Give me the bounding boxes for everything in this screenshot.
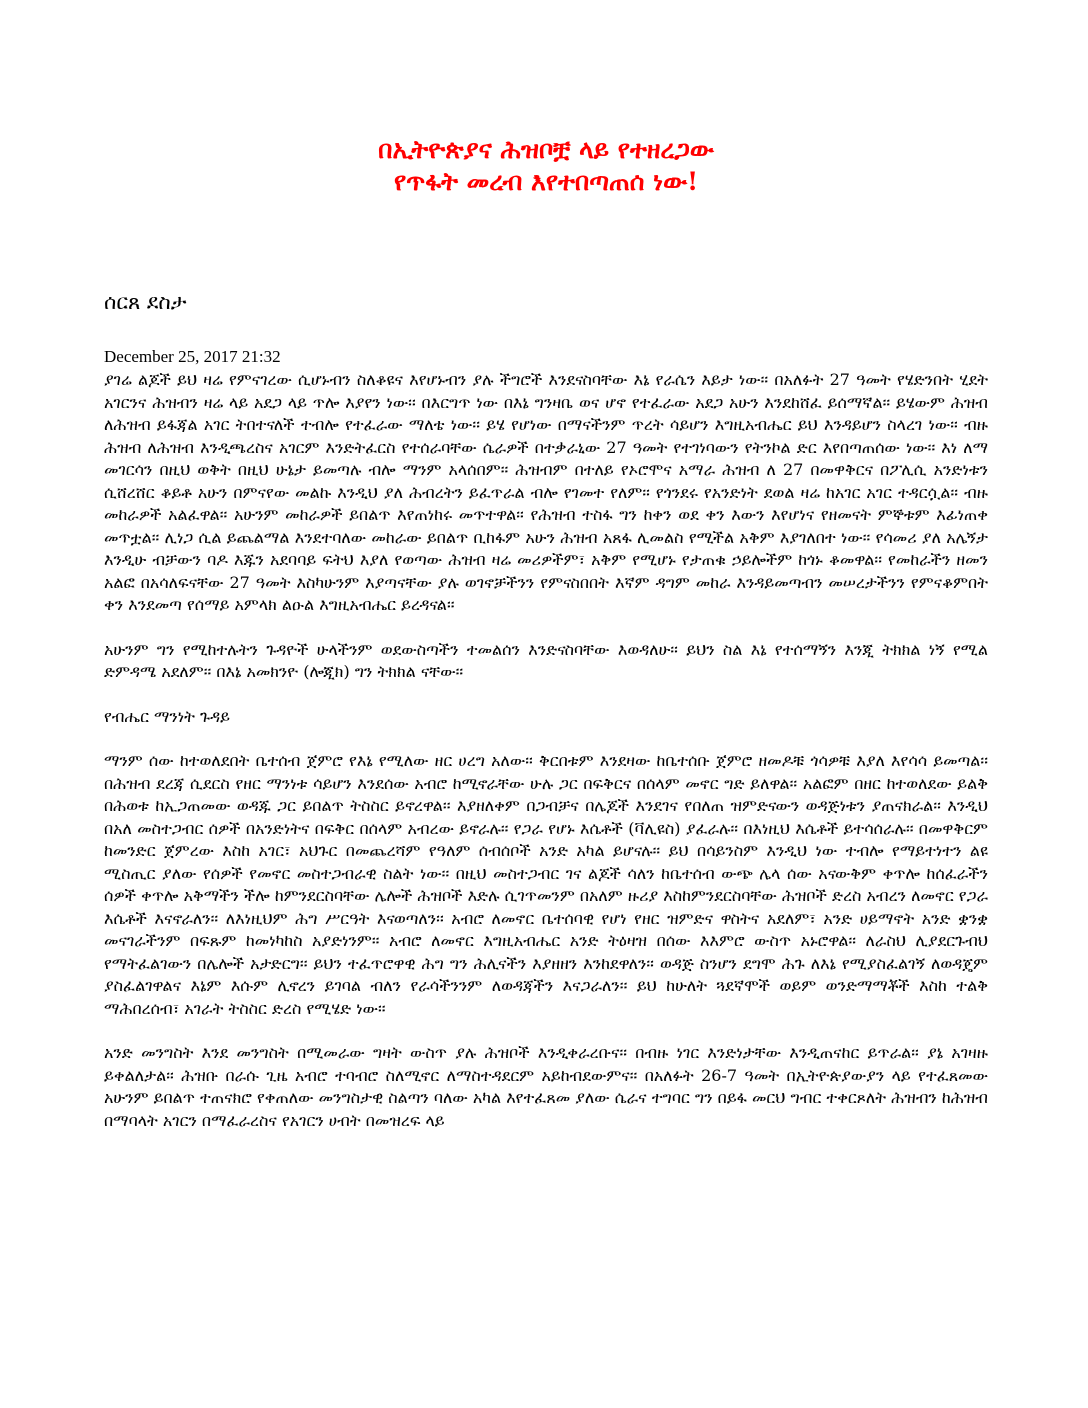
publish-date: December 25, 2017 21:32	[104, 347, 281, 366]
title-line-2: የጥፋት መረብ እየተበጣጠሰ ነው!	[393, 167, 699, 196]
author-name: ሰርጸ ደስታ	[104, 290, 187, 314]
article-title	[104, 134, 988, 198]
paragraph-4: አንድ መንግስት እንደ መንግስት በሚመራው ግዛት ውስጥ ያሉ ሕዝቦች እንዲቀራረቡና፡፡ በብዙ ነገር እንድነታቸው እንዲጠናከር ይጥራል፡፡ ያኔ አገዛዙ ይቀልለታል፡፡ ሕዝቡ በራሱ ጊዜ አብሮ ተባብሮ ስለሚኖር ለማስተዳደርም አይከብደውምና፡፡ በአለፉት 26-7 ዓመት በኢትዮጵያውያን ላይ የተፈጸመው አሁንም ይበልጥ ተጠናክሮ የቀጠለው መንግስታዊ ስልጣን ባለው አካል እየተፈጸመ ያለው ሴራና ተግባር ግን በይፋ መርህ ግብር ተቀርጾለት ሕዝብን ከሕዝብ በማባላት አገርን በማፈራረስና የአገርን ሀብት በመዝረፍ ላይ	[104, 1043, 988, 1130]
section-heading: የብሔር ማንነት ጉዳይ	[104, 706, 230, 726]
article-body	[104, 369, 988, 1154]
title-line-1: በኢትዮጵያና ሕዝቦቿ ላይ የተዘረጋው	[378, 135, 714, 164]
document-page	[104, 0, 988, 1408]
paragraph-1: ያገሬ ልጆች ይህ ዛሬ የምናገረው ሲሆኑብን ስለቆዩና እየሆኑብን ያሉ ችግሮች እንደናስባቸው እኔ የራሴን እይታ ነው፡፡ በአለፉት 27 ዓመት የሄድንበት ሂደት አገርንና ሕዝብን ዛሬ ላይ አደጋ ላይ ጥሎ እያየን ነው፡፡ በእርግጥ ነው በእኔ ግንዛቤ ወና ሆኖ የተፈራው አደጋ አሁን እንደከሸፈ ይሰማኛል፡፡ ይሄውም ሕዝብ ለሕዝብ ይፋጃል አገር ትበተናለች ተብሎ የተፈራው ማለቴ ነው፡፡ ይሄ የሆነው በማናችንም ጥረት ሳይሆን እግዚአብሔር ይህ እንዳይሆን ስላረገ ነው፡፡ ብዙ ሕዝብ ለሕዝብ እንዲጫረስና አገርም እንድትፈርስ የተሰራባቸው ሴራዎች በተቃራኒው 27 ዓመት የተገነባውን የትንኮል ድር እየበጣጠሰው ነው፡፡ እነ ለማ መገርሳን በዚህ ወቅት በዚህ ሁኔታ ይመጣሉ ብሎ ማንም አላሰበም፡፡ ሕዝብም በተለይ የኦሮሞና አማራ ሕዝብ ለ 27 በመዋቅርና በፖሊሲ አንድነቱን ሲሸረሸር ቆይቶ አሁን በምናየው መልኩ እንዲህ ያለ ሕብረትን ይፈጥራል ብሎ የገመተ የለም፡፡ የጎንደሩ የአንድነት ደወል ዛሬ ከአገር አገር ተዳርሷል፡፡ ብዙ መከራዎች አልፈዋል፡፡ አሁንም መከራዎች ይበልጥ እየጠነከሩ መጥተዋል፡፡ የሕዝብ ተስፋ ግን ከቀን ወደ ቀን እውን እየሆነና የዘመናት ምኞቱም እፊነጠቀ መጥቷል፡፡ ሊነጋ ሲል ይጨልማል እንደተባለው መከራው ይበልጥ ቢከፋም አሁን ሕዝብ አጸፋ ሊመልስ የሚችል አቅም እያገለበተ ነው፡፡ የሳመሪ ያለ አሌኝታ እንዲሁ ብቻውን ባዶ እጁን አደባባይ ፍትህ እያለ የወጣው ሕዝብ ዛሬ መሪዎችም፣ አቅም የሚሆኑ የታጠቁ ኃይሎችም ከጎኑ ቆመዋል፡፡ የመከራችን ዘመን አልፎ በአሳለፍናቸው 27 ዓመት እስካሁንም እያጣናቸው ያሉ ወገኖቻችንን የምናስበበት እኛም ዳግም መከራ እንዳይመጣብን መሠረታችንን የምናቆምበት ቀን እንደመጣ የሰማይ አምላክ ልዑል እግዚአብሔር ይረዳናል፡፡	[104, 370, 988, 614]
paragraph-2: አሁንም ግን የሚከተሉትን ጉዳዮች ሁላችንም ወደውስጣችን ተመልሰን እንድናስባቸው እወዳለሁ፡፡ ይህን ስል እኔ የተሰማኝን እንጂ ትክክል ነኝ የሚል ድምዳሜ አደለም፡፡ በእኔ አመክንዮ (ሎጂክ) ግን ትክክል ናቸው፡፡	[104, 639, 988, 681]
paragraph-3: ማንም ሰው ከተወለደበት ቤተሰብ ጀምሮ የእኔ የሚለው ዘር ሀረግ አለው፡፡ ቅርበቱም እንደዛው ከቤተሰቡ ጀምሮ ዘመዶቹ ጎሳዎቹ እያለ እየሳሳ ይመጣል፡፡ በሕዝብ ደረጃ ሲደርስ የዘር ማንነቱ ሳይሆን እንደሰው አብሮ ከሚኖራቸው ሁሉ ጋር በፍቅርና በሰላም መኖር ግድ ይለዋል፡፡ አልፎም በዘር ከተወለደው ይልቅ በሕወቱ ከኢጋጠመው ወዳጁ ጋር ይበልጥ ትስስር ይኖረዋል፡፡ እያዘለቀም በጋብቻና በሌጆች እንደገና የበለጠ ዝምድናውን ወዳጅነቱን ያጠናክራል፡፡ እንዲህ በአለ መስተጋብር ሰዎች በአንድነትና በፍቅር በሰላም አብረው ይኖራሉ፡፡ የጋራ የሆኑ እሴቶች (ቫሊዩስ) ያፈራሉ፡፡ በእነዚህ እሴቶች ይተሳሰራሉ፡፡ በመዋቅርም ከመንድር ጀምረው እስከ አገር፣ አህጉር በመጨረሻም የዓለም ሰብሰቦች አንድ አካል ይሆናሉ፡፡ ይህ በሳይንስም እንዲህ ነው ተብሎ የማይተነተን ልዩ ሚስጢር ያለው የሰዎች የመኖር መስተጋብራዊ ስልት ነው፡፡ በዚህ መስተጋብር ገና ልጆች ሳለን ከቤተሰብ ውጭ ሌላ ሰው አናውቅም ቀጥሎ ከሰፈራችን ሰዎች ቀጥሎ አቅማችን ችሎ ከምንደርስባቸው ሌሎች ሕዝቦች እድሉ ሲገጥመንም በአለም ዙሪያ እስከምንደርስባቸው ሕዝቦች ድረስ አብረን ለመኖር የጋራ እሴቶች እናኖራለን፡፡ ለእነዚህም ሕግ ሥርዓት እናወጣለን፡፡ አብሮ ለመኖር ቤተሰባዊ የሆነ የዘር ዝምድና ዋስትና አደለም፣ አንድ ሀይማኖት አንድ ቋንቋ መናገራችንም በፍጹም ከመነካከስ አያድነንም፡፡ አብሮ ለመኖር እግዚአብሔር አንድ ትዕዛዝ በሰው እእምሮ ውስጥ አኑሮዋል፡፡ ለራስህ ሊያደርጉብህ የማትፈልገውን በሌሎች አታድርግ፡፡ ይህን ተፈጥሮዋዊ ሕግ ግን ሕሊናችን እያዘዘን እንከደዋለን፡፡ ወዳጅ ስንሆን ደግሞ ሕጉ ለእኔ የሚያስፈልገኝ ለወዳጄም ያስፈልገዋልና እኔም እሱም ሊኖረን ይገባል ብለን የራሳችንንም ለወዳጃችን እናጋራለን፡፡ ይህ ከሁለት ጓደኛሞች ወይም ወንድማማቾች እስከ ተልቅ ማሕበረሰብ፣ አገራት ትስስር ድረስ የሚሄድ ነው፡፡	[104, 751, 988, 1018]
